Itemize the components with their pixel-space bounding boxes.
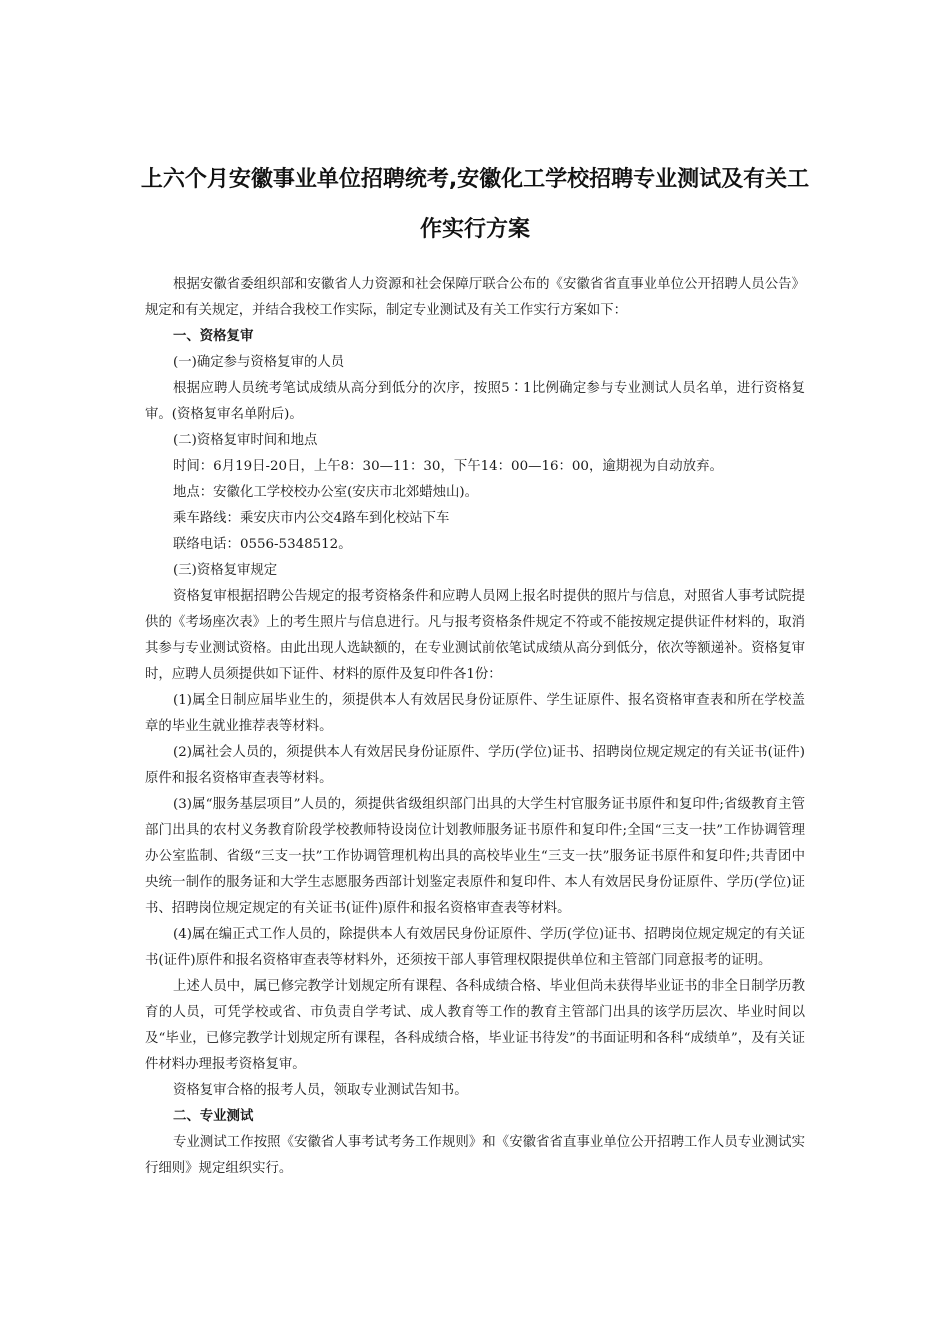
paragraph: 根据应聘人员统考笔试成绩从高分到低分的次序，按照5∶1比例确定参与专业测试人员名单，进行资格复审。(资格复审名单附后)。 <box>145 381 805 422</box>
paragraph: (1)属全日制应届毕业生的，须提供本人有效居民身份证原件、学生证原件、报名资格审查表和所在学校盖章的毕业生就业推荐表等材料。 <box>145 693 805 734</box>
paragraph: (二)资格复审时间和地点 <box>173 433 318 448</box>
paragraph: (三)资格复审规定 <box>173 563 278 578</box>
paragraph: 联络电话：0556-5348512。 <box>173 537 352 552</box>
paragraph: 乘车路线：乘安庆市内公交4路车到化校站下车 <box>173 511 450 526</box>
paragraph: 专业测试工作按照《安徽省人事考试考务工作规则》和《安徽省省直事业单位公开招聘工作人员专业测试实行细则》规定组织实行。 <box>145 1135 805 1176</box>
section-heading: 一、资格复审 <box>173 329 254 344</box>
document-body <box>145 272 805 1182</box>
document-title: 上六个月安徽事业单位招聘统考,安徽化工学校招聘专业测试及有关工作实行方案 <box>140 167 810 242</box>
paragraph: 根据安徽省委组织部和安徽省人力资源和社会保障厅联合公布的《安徽省省直事业单位公开招聘人员公告》规定和有关规定，并结合我校工作实际，制定专业测试及有关工作实行方案如下： <box>145 277 805 318</box>
paragraph: 时间：6月19日-20日，上午8：30—11：30，下午14：00—16：00，逾期视为自动放弃。 <box>173 459 723 474</box>
section-heading: 二、专业测试 <box>173 1109 254 1124</box>
paragraph: 上述人员中，属已修完教学计划规定所有课程、各科成绩合格、毕业但尚未获得毕业证书的非全日制学历教育的人员，可凭学校或省、市负责自学考试、成人教育等工作的教育主管部门出具的该学历层次、毕业时间以及“毕业，已修完教学计划规定所有课程，各科成绩合格，毕业证书待发”的书面证明和各科“成绩单”，及有关证件材料办理报考资格复审。 <box>145 979 805 1072</box>
paragraph: 地点：安徽化工学校校办公室(安庆市北郊蜡烛山)。 <box>173 485 479 500</box>
paragraph: (一)确定参与资格复审的人员 <box>173 355 345 370</box>
paragraph: 资格复审根据招聘公告规定的报考资格条件和应聘人员网上报名时提供的照片与信息，对照省人事考试院提供的《考场座次表》上的考生照片与信息进行。凡与报考资格条件规定不符或不能按规定提供证件材料的，取消其参与专业测试资格。由此出现人选缺额的，在专业测试前依笔试成绩从高分到低分，依次等额递补。资格复审时，应聘人员须提供如下证件、材料的原件及复印件各1份： <box>145 589 805 682</box>
paragraph: 资格复审合格的报考人员，领取专业测试告知书。 <box>173 1083 468 1098</box>
paragraph: (3)属“服务基层项目”人员的，须提供省级组织部门出具的大学生村官服务证书原件和复印件;省级教育主管部门出具的农村义务教育阶段学校教师特设岗位计划教师服务证书原件和复印件;全国“三支一扶”工作协调管理办公室监制、省级“三支一扶”工作协调管理机构出具的高校毕业生“三支一扶”服务证书原件和复印件;共青团中央统一制作的服务证和大学生志愿服务西部计划鉴定表原件和复印件、本人有效居民身份证原件、学历(学位)证书、招聘岗位规定规定的有关证书(证件)原件和报名资格审查表等材料。 <box>145 797 805 916</box>
paragraph: (4)属在编正式工作人员的，除提供本人有效居民身份证原件、学历(学位)证书、招聘岗位规定规定的有关证书(证件)原件和报名资格审查表等材料外，还须按干部人事管理权限提供单位和主管部门同意报考的证明。 <box>145 927 805 968</box>
paragraph: (2)属社会人员的，须提供本人有效居民身份证原件、学历(学位)证书、招聘岗位规定规定的有关证书(证件)原件和报名资格审查表等材料。 <box>145 745 805 786</box>
